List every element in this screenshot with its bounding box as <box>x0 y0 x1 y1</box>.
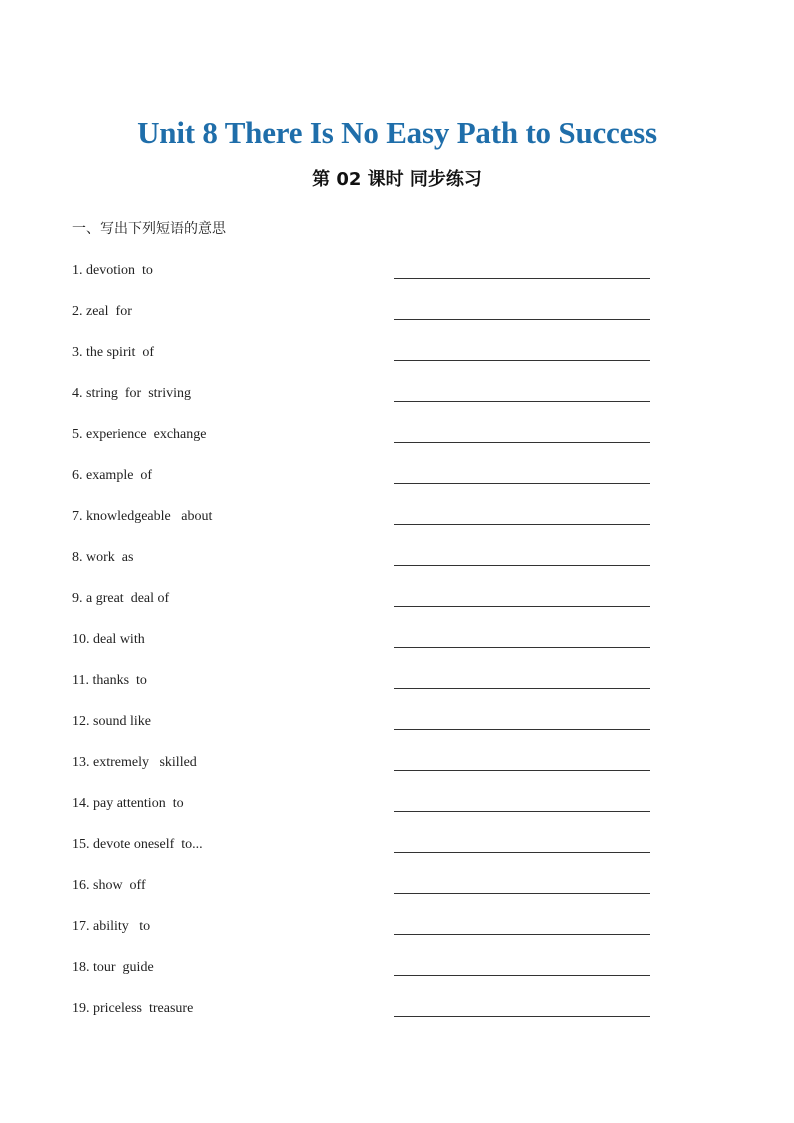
item-label: 10. deal with <box>72 632 145 647</box>
answer-blank[interactable] <box>394 647 650 648</box>
list-item <box>72 336 652 377</box>
answer-blank[interactable] <box>394 565 650 566</box>
section-heading: 一、写出下列短语的意思 <box>72 221 226 237</box>
list-item <box>72 418 652 459</box>
item-label: 19. priceless treasure <box>72 1001 194 1016</box>
document-title: Unit 8 There Is No Easy Path to Success <box>137 114 657 150</box>
item-label: 14. pay attention to <box>72 796 184 811</box>
answer-blank[interactable] <box>394 934 650 935</box>
list-item <box>72 623 652 664</box>
answer-blank[interactable] <box>394 975 650 976</box>
answer-blank[interactable] <box>394 770 650 771</box>
item-label: 1. devotion to <box>72 263 153 278</box>
list-item <box>72 459 652 500</box>
item-label: 11. thanks to <box>72 673 147 688</box>
item-label: 16. show off <box>72 878 146 893</box>
item-label: 3. the spirit of <box>72 345 155 360</box>
item-label: 4. string for striving <box>72 386 191 401</box>
phrase-list <box>72 254 652 1033</box>
answer-blank[interactable] <box>394 483 650 484</box>
list-item <box>72 541 652 582</box>
list-item <box>72 828 652 869</box>
list-item <box>72 295 652 336</box>
item-label: 8. work as <box>72 550 134 565</box>
answer-blank[interactable] <box>394 893 650 894</box>
list-item <box>72 787 652 828</box>
list-item <box>72 254 652 295</box>
answer-blank[interactable] <box>394 688 650 689</box>
answer-blank[interactable] <box>394 811 650 812</box>
item-label: 7. knowledgeable about <box>72 509 213 524</box>
item-label: 2. zeal for <box>72 304 132 319</box>
item-label: 18. tour guide <box>72 960 154 975</box>
item-label: 5. experience exchange <box>72 427 207 442</box>
item-label: 15. devote oneself to... <box>72 837 203 852</box>
answer-blank[interactable] <box>394 319 650 320</box>
list-item <box>72 377 652 418</box>
answer-blank[interactable] <box>394 524 650 525</box>
list-item <box>72 910 652 951</box>
answer-blank[interactable] <box>394 442 650 443</box>
answer-blank[interactable] <box>394 278 650 279</box>
list-item <box>72 951 652 992</box>
lesson-subtitle: 第 02 课时 同步练习 <box>312 169 482 190</box>
item-label: 12. sound like <box>72 714 151 729</box>
list-item <box>72 746 652 787</box>
answer-blank[interactable] <box>394 852 650 853</box>
item-label: 13. extremely skilled <box>72 755 197 770</box>
answer-blank[interactable] <box>394 360 650 361</box>
item-label: 17. ability to <box>72 919 151 934</box>
list-item <box>72 869 652 910</box>
item-label: 9. a great deal of <box>72 591 170 606</box>
answer-blank[interactable] <box>394 729 650 730</box>
answer-blank[interactable] <box>394 401 650 402</box>
item-label: 6. example of <box>72 468 153 483</box>
answer-blank[interactable] <box>394 606 650 607</box>
list-item <box>72 664 652 705</box>
answer-blank[interactable] <box>394 1016 650 1017</box>
list-item <box>72 500 652 541</box>
list-item <box>72 992 652 1033</box>
list-item <box>72 582 652 623</box>
list-item <box>72 705 652 746</box>
